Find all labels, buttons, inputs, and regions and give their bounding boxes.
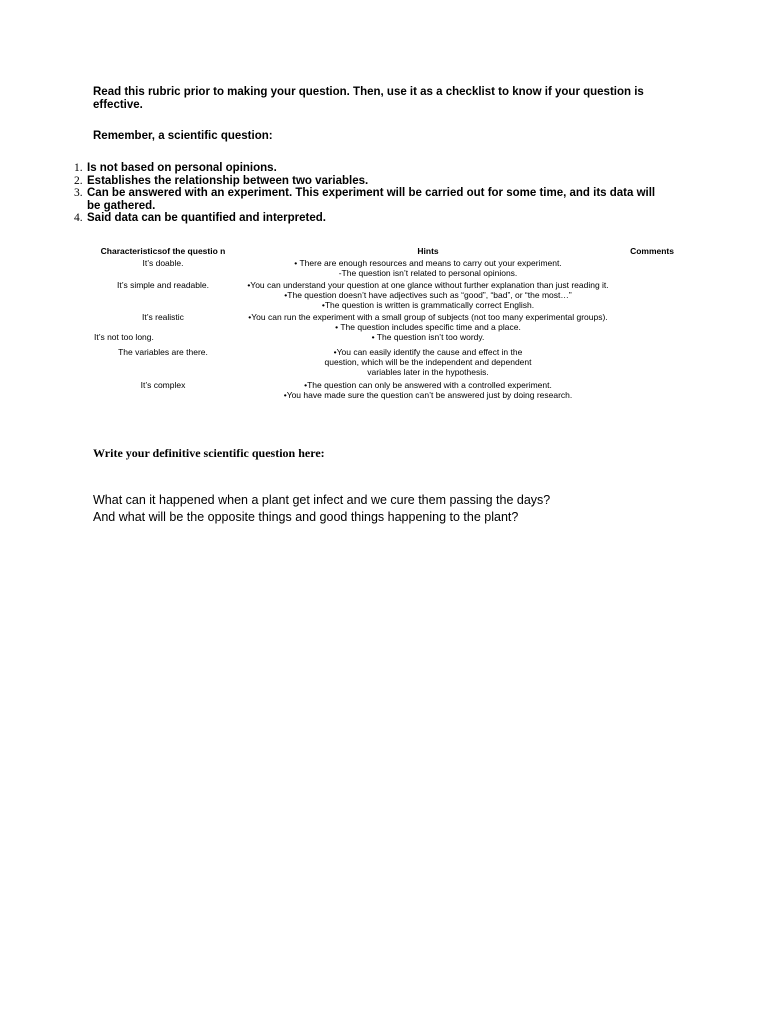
characteristic-cell: The variables are there. xyxy=(118,347,208,357)
criteria-item xyxy=(74,187,674,212)
criteria-text: Can be answered with an experiment. This experiment will be carried out for some time, and its data will be gathered. xyxy=(87,187,656,212)
comments-cell xyxy=(618,258,688,278)
rubric-row xyxy=(88,258,688,278)
answer-line: And what will be the opposite things and good things happening to the plant? xyxy=(93,510,519,524)
hints-cell xyxy=(238,312,618,332)
criteria-number: 2. xyxy=(74,174,83,187)
hint-text: •You have made sure the question can’t be answered just by doing research. xyxy=(283,390,573,400)
characteristic-cell: It’s realistic xyxy=(142,312,184,322)
criteria-text: Is not based on personal opinions. xyxy=(87,162,277,174)
hints-cell xyxy=(238,380,618,400)
rubric-row xyxy=(88,347,688,377)
criteria-text: Said data can be quantified and interpreted. xyxy=(87,212,326,224)
hints-cell xyxy=(238,332,618,342)
hint-text: • The question includes specific time and a place. xyxy=(335,322,521,332)
hint-text: •The question can only be answered with a controlled experiment. xyxy=(304,380,552,390)
hints-cell xyxy=(238,280,618,310)
write-question-label: Write your definitive scientific question here: xyxy=(93,446,325,460)
header-comments: Comments xyxy=(630,246,674,256)
hint-text: -The question isn’t related to personal opinions. xyxy=(338,268,518,278)
hint-text: • There are enough resources and means to carry out your experiment. xyxy=(294,258,562,268)
characteristic-cell: It’s doable. xyxy=(142,258,184,268)
answer-line: What can it happened when a plant get infect and we cure them passing the days? xyxy=(93,493,551,507)
header-hints: Hints xyxy=(417,246,439,256)
comments-cell xyxy=(618,347,688,377)
rubric-row xyxy=(88,312,688,332)
answer-text xyxy=(93,492,693,526)
characteristic-cell: It’s simple and readable. xyxy=(117,280,209,290)
criteria-item xyxy=(74,212,674,225)
characteristic-cell: It’s not too long. xyxy=(94,332,154,342)
hint-text: •You can easily identify the cause and effect in the question, which will be the independent and dependent variables later in the hypothesis. xyxy=(324,347,532,377)
comments-cell xyxy=(618,380,688,400)
header-characteristics: Characteristicsof the questio n xyxy=(100,246,226,256)
rubric-intro: Read this rubric prior to making your question. Then, use it as a checklist to know if your question is effective. xyxy=(93,86,644,111)
characteristic-cell: It’s complex xyxy=(140,380,186,390)
criteria-text: Establishes the relationship between two variables. xyxy=(87,174,369,187)
criteria-list xyxy=(74,162,674,225)
hints-cell xyxy=(238,347,618,377)
criteria-number: 3. xyxy=(74,187,83,199)
hint-text: • The question isn’t too wordy. xyxy=(371,332,485,342)
criteria-item xyxy=(74,175,674,188)
criteria-number: 4. xyxy=(74,212,83,224)
comments-cell xyxy=(618,332,688,342)
criteria-number: 1. xyxy=(74,162,83,174)
comments-cell xyxy=(618,312,688,332)
hint-text: •The question is written is grammatically correct English. xyxy=(321,300,535,310)
hint-text: •You can understand your question at one glance without further explanation than just reading it. xyxy=(247,280,609,290)
remember-heading: Remember, a scientific question: xyxy=(93,130,273,142)
rubric-header-row xyxy=(88,246,688,256)
criteria-item xyxy=(74,162,674,175)
rubric-table xyxy=(88,246,688,400)
rubric-row xyxy=(88,280,688,310)
rubric-row xyxy=(88,380,688,400)
rubric-row xyxy=(88,332,688,342)
hints-cell xyxy=(238,258,618,278)
comments-cell xyxy=(618,280,688,310)
hint-text: •You can run the experiment with a small group of subjects (not too many experimental groups). xyxy=(248,312,608,322)
hint-text: •The question doesn’t have adjectives such as “good”, “bad”, or “the most…” xyxy=(284,290,572,300)
